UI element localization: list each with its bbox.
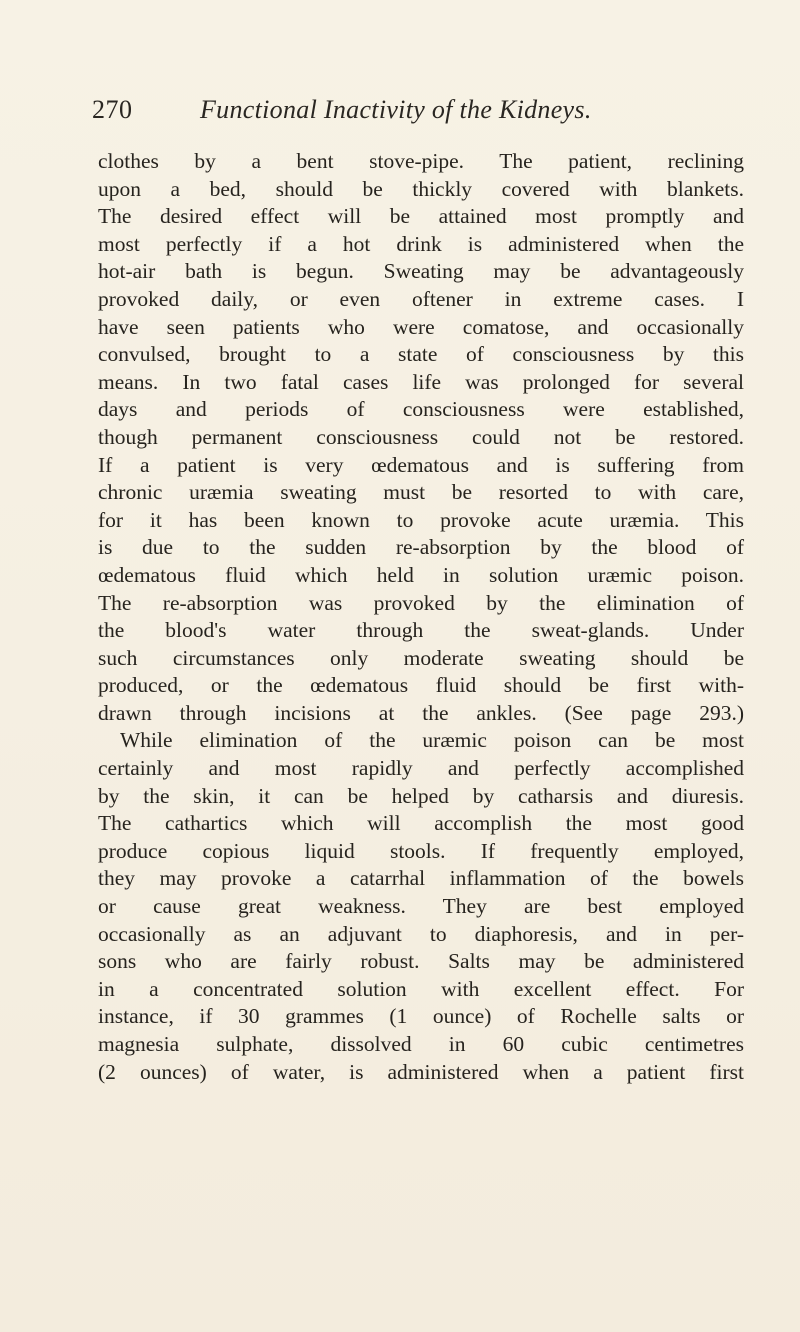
text-line: upon a bed, should be thickly covered with blankets. xyxy=(98,176,744,201)
text-line: While elimination of the uræmic poison can be most xyxy=(120,728,744,753)
text-line: is due to the sudden re-absorption by the blood of xyxy=(98,535,744,560)
text-line: The cathartics which will accomplish the most good xyxy=(98,811,744,836)
text-line: chronic uræmia sweating must be resorted to with care, xyxy=(98,480,744,505)
running-title: Functional Inactivity of the Kidneys. xyxy=(200,95,592,124)
text-line: produced, or the œdematous fluid should be first with- xyxy=(98,673,744,698)
text-line: occasionally as an adjuvant to diaphoresis, and in per- xyxy=(98,921,744,946)
text-line: most perfectly if a hot drink is administered when the xyxy=(98,231,744,256)
text-line: The desired effect will be attained most promptly and xyxy=(98,204,744,229)
text-line: though permanent consciousness could not be restored. xyxy=(98,424,744,449)
text-line: for it has been known to provoke acute uræmia. This xyxy=(98,507,744,532)
text-line: produce copious liquid stools. If frequently employed, xyxy=(98,838,744,863)
text-line: The re-absorption was provoked by the elimination of xyxy=(98,590,744,615)
text-line: certainly and most rapidly and perfectly accomplished xyxy=(98,756,744,781)
text-line: days and periods of consciousness were established, xyxy=(98,397,744,422)
text-line: have seen patients who were comatose, and occasionally xyxy=(98,314,744,339)
text-line: If a patient is very œdematous and is suffering from xyxy=(98,452,744,477)
text-line: such circumstances only moderate sweating should be xyxy=(98,645,744,670)
text-line: provoked daily, or even oftener in extreme cases. I xyxy=(98,286,744,311)
page-number: 270 xyxy=(92,95,133,124)
text-line: the blood's water through the sweat-glands. Under xyxy=(98,618,744,643)
text-line: they may provoke a catarrhal inflammation of the bowels xyxy=(98,866,744,891)
text-line: convulsed, brought to a state of consciousness by this xyxy=(98,342,744,367)
text-line: drawn through incisions at the ankles. (See page 293.) xyxy=(98,700,744,725)
text-line: in a concentrated solution with excellent effect. For xyxy=(98,976,744,1001)
page-header xyxy=(92,95,732,135)
body-text xyxy=(98,148,744,1086)
text-line: (2 ounces) of water, is administered when a patient first xyxy=(98,1059,744,1084)
text-line: œdematous fluid which held in solution uræmic poison. xyxy=(98,562,744,587)
text-line: clothes by a bent stove-pipe. The patient, reclining xyxy=(98,149,744,173)
text-line: means. In two fatal cases life was prolonged for several xyxy=(98,369,744,394)
text-line: sons who are fairly robust. Salts may be administered xyxy=(98,949,744,974)
text-line: hot-air bath is begun. Sweating may be advantageously xyxy=(98,259,744,284)
text-line: instance, if 30 grammes (1 ounce) of Rochelle salts or xyxy=(98,1004,744,1029)
text-line: or cause great weakness. They are best employed xyxy=(98,894,744,919)
text-line: magnesia sulphate, dissolved in 60 cubic centimetres xyxy=(98,1032,744,1056)
text-line: by the skin, it can be helped by catharsis and diuresis. xyxy=(98,783,744,808)
